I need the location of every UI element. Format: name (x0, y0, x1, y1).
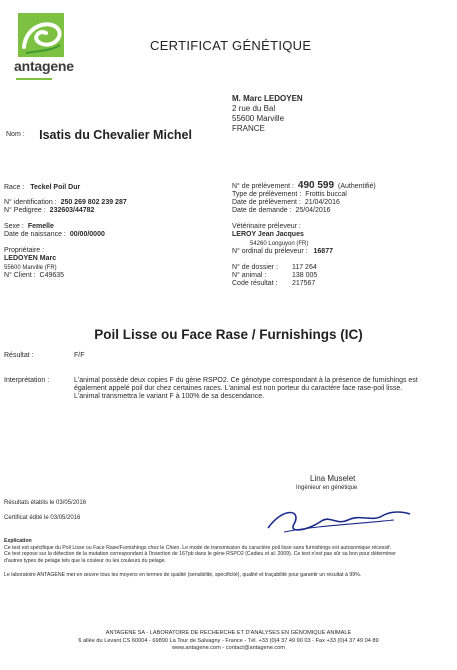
naissance-label: Date de naissance : (4, 231, 66, 238)
vet-city: 54260 Longuyon (FR) (250, 241, 309, 247)
explanation-heading: Explication (4, 538, 32, 544)
date-dem-label: Date de demande : (232, 207, 292, 214)
proprietaire-city: 55600 Marville (FR) (4, 265, 57, 271)
interpretation-label: Interprétation : (4, 377, 50, 384)
owner-address (232, 94, 303, 134)
certificat-date: Certificat édité le 03/05/2016 (4, 515, 81, 521)
company-line-1: ANTAGENE SA - LABORATOIRE DE RECHERCHE ET D'ANALYSES EN GÉNOMIQUE ANIMALE (105, 630, 352, 636)
pedigree-label: N° Pedigree : (4, 207, 46, 214)
dossier-label: N° de dossier : (232, 264, 278, 271)
prelevement-note: (Authentifié) (338, 183, 376, 190)
resultat-label: Résultat : (4, 352, 34, 359)
naissance-value: 00/00/0000 (69, 231, 105, 238)
client-value: C49635 (39, 272, 65, 279)
signatory-role: Ingénieur en génétique (296, 485, 358, 491)
proprietaire-label: Propriétaire : (4, 247, 45, 254)
identification-value: 250 269 802 239 287 (60, 199, 127, 206)
dog-info (4, 184, 127, 280)
test-title: Poil Lisse ou Face Rase / Furnishings (IC) (94, 327, 363, 342)
animal-label: N° animal : (232, 272, 267, 279)
client-label: N° Client : (4, 272, 36, 279)
identification-label: N° identification : (4, 199, 57, 206)
prelevement-label: N° de prélèvement : (232, 183, 294, 190)
sexe-label: Sexe : (4, 223, 24, 230)
owner-city: 55600 Marville (232, 114, 285, 123)
logo-underline (16, 78, 52, 80)
explanation-line: Ce test est spécifique du Poil Lisse ou Face Rase/Furnishings chez le Chien. Le mode de transmission du caractère poil lisse sans furnishings est autosomique récessif. (4, 544, 391, 551)
animal-value: 138 005 (291, 272, 318, 279)
company-line-2: 6 allée du Levant CS 60004 - 69890 La Tour de Salvagny - France - Tél. +33 (0)4 37 49 90 03 - Fax +33 (0)4 37 49 04 89 (78, 637, 379, 644)
type-value: Frottis buccal (305, 191, 347, 198)
interpretation-text (74, 377, 418, 401)
date-prel-label: Date de prélèvement : (232, 199, 301, 206)
nom-label: Nom : (6, 130, 25, 138)
dossier-value: 117 264 (291, 264, 317, 271)
logo-text: antagene (14, 58, 74, 74)
code-value: 217567 (291, 280, 316, 287)
code-label: Code résultat : (232, 280, 278, 287)
race-value: Teckel Poil Dur (30, 184, 81, 191)
vet-name: LEROY Jean Jacques (232, 231, 304, 238)
dog-name-row (6, 126, 192, 144)
resultat-date: Résultats établis le 03/05/2016 (4, 500, 87, 506)
vet-ordinal-value: 16877 (313, 248, 333, 255)
race-label: Race : (4, 184, 25, 191)
owner-street: 2 rue du Bal (232, 104, 276, 113)
prelevement-value: 490 599 (297, 180, 335, 191)
explanation-line: Ce test repose sur la détection de la mutation correspondant à l'insertion de 167pb dans le gène RSPO2 (Cadieu et al. 2009). Ce test n'est pas sûr sa bon pour déterminer (4, 551, 396, 558)
interpretation-line: L'animal possède deux copies F du gène RSPO2. Ce génotype correspondant à la présence de furnishings est (74, 377, 418, 384)
explanation-line: d'autres types de pelage tels que la couleur ou les couleurs du pelage. (4, 557, 166, 564)
pedigree-value: 232603/44782 (49, 207, 95, 214)
antagene-logo (16, 11, 66, 59)
date-prel-value: 21/04/2016 (304, 199, 340, 206)
company-line-3: www.antagene.com - contact@antagene.com (172, 645, 285, 651)
owner-name: M. Marc LEDOYEN (232, 94, 303, 103)
proprietaire-name: LEDOYEN Marc (4, 255, 57, 262)
company-footer (0, 630, 457, 653)
resultat-value: F/F (74, 352, 85, 359)
signatory-name: Lina Muselet (310, 474, 356, 483)
explanation-line: Le laboratoire ANTAGENE met en œuvre tous les moyens en termes de qualité (sensibilité, spécificité), qualité et traçabilité pour garantir un résultat à 99%. (4, 572, 362, 579)
owner-country: FRANCE (232, 124, 265, 133)
interpretation-line: L'animal transmettra le variant F à 100% de sa descendance. (74, 393, 265, 400)
sample-info (232, 182, 376, 288)
date-dem-value: 25/04/2016 (295, 207, 331, 214)
vet-label: Vétérinaire préleveur : (232, 223, 301, 230)
explanation (4, 538, 396, 579)
certificate-title: CERTIFICAT GÉNÉTIQUE (150, 38, 312, 53)
vet-ordinal-label: N° ordinal du préleveur : (232, 248, 308, 255)
interpretation-line: également appelé poil dur chez certaines races. L'animal est non porteur du caractère face rase-poil lisse. (74, 385, 403, 392)
dog-name: Isatis du Chevalier Michel (39, 127, 192, 142)
sexe-value: Femelle (27, 223, 54, 230)
type-label: Type de prélèvement : (232, 191, 302, 198)
